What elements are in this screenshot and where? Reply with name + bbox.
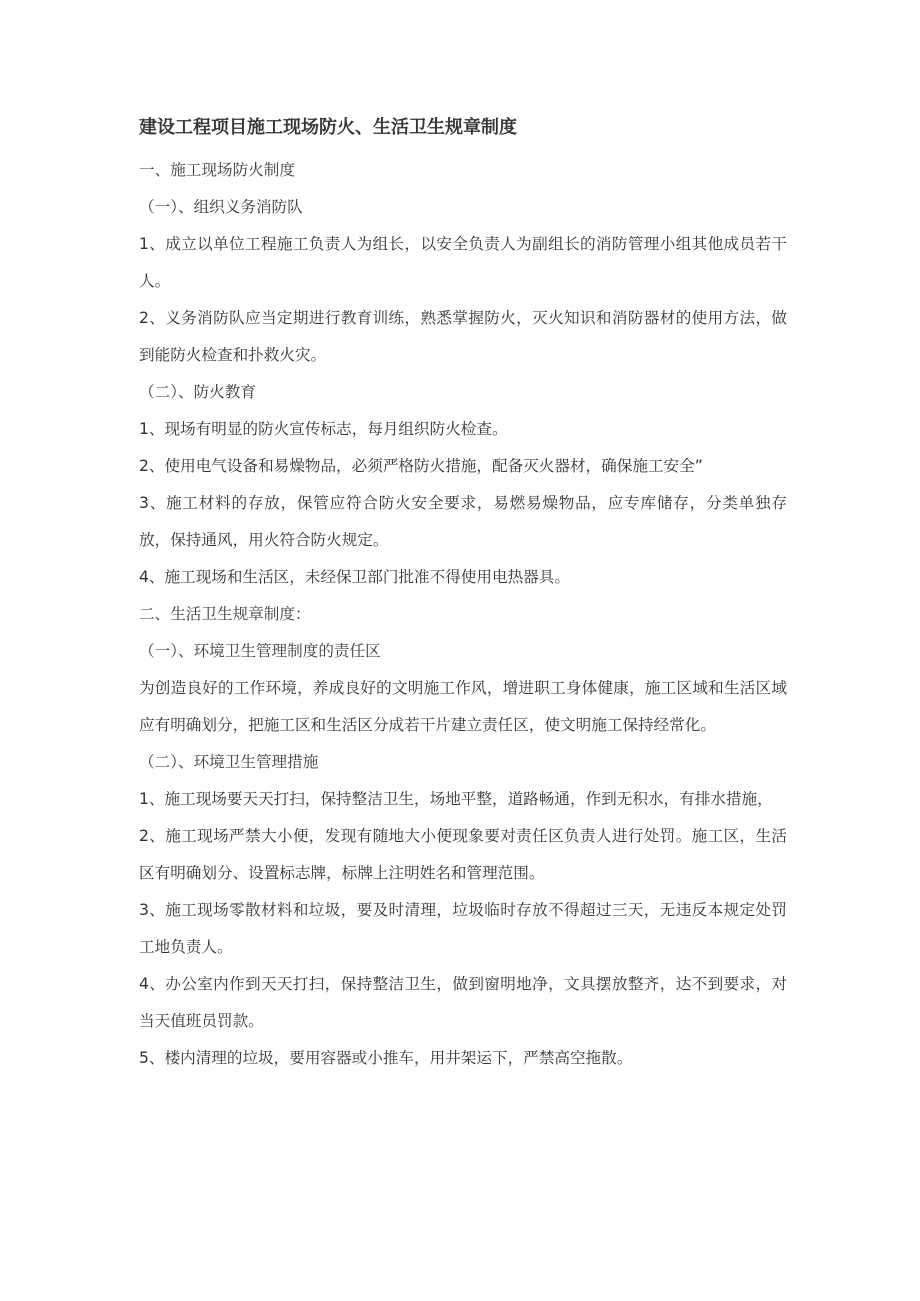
document-title: 建设工程项目施工现场防火、生活卫生规章制度 xyxy=(139,117,517,138)
section-2-sub-2-heading: （二）、环境卫生管理措施 xyxy=(139,753,319,771)
section-2-sub-1-paragraph: 为创造良好的工作环境，养成良好的文明施工作风，增进职工身体健康，施工区域和生活区域应有明确划分，把施工区和生活区分成若干片建立责任区，使文明施工保持经常化。 xyxy=(139,679,787,734)
section-1-heading: 一、施工现场防火制度 xyxy=(139,161,295,179)
section-1-sub-2-item-4: 4、施工现场和生活区，未经保卫部门批准不得使用电热器具。 xyxy=(139,568,570,586)
section-2-sub-1-heading: （一）、环境卫生管理制度的责任区 xyxy=(139,642,381,660)
section-1-sub-1-heading: （一）、组织义务消防队 xyxy=(139,198,303,216)
section-2-sub-2-item-4: 4、办公室内作到天天打扫，保持整洁卫生，做到窗明地净，文具摆放整齐，达不到要求，对当天值班员罚款。 xyxy=(139,975,787,1030)
section-2-sub-2-item-2: 2、施工现场严禁大小便，发现有随地大小便现象要对责任区负责人进行处罚。施工区，生活区有明确划分、设置标志牌，标牌上注明姓名和管理范围。 xyxy=(139,827,787,882)
section-1-sub-2-item-2: 2、使用电气设备和易燥物品，必须严格防火措施，配备灭火器材，确保施工安全” xyxy=(139,457,703,475)
section-1-sub-2-item-3: 3、施工材料的存放，保管应符合防火安全要求，易燃易燥物品，应专库储存，分类单独存放，保持通风，用火符合防火规定。 xyxy=(139,494,787,549)
section-2-heading: 二、生活卫生规章制度： xyxy=(139,605,311,623)
section-1-sub-1-item-2: 2、义务消防队应当定期进行教育训练，熟悉掌握防火，灭火知识和消防器材的使用方法，做到能防火检查和扑救火灾。 xyxy=(139,309,787,364)
document-body xyxy=(139,115,787,1077)
section-2-sub-2-item-3: 3、施工现场零散材料和垃圾，要及时清理，垃圾临时存放不得超过三天，无违反本规定处罚工地负责人。 xyxy=(139,901,787,956)
section-2-sub-2-item-5: 5、楼内清理的垃圾，要用容器或小推车，用井架运下，严禁高空拖散。 xyxy=(139,1049,633,1067)
section-1-sub-2-item-1: 1、现场有明显的防火宣传标志，每月组织防火检查。 xyxy=(139,420,508,438)
section-2-sub-2-item-1: 1、施工现场要天天打扫，保持整洁卫生，场地平整，道路畅通，作到无积水，有排水措施， xyxy=(139,790,773,808)
section-1-sub-1-item-1: 1、成立以单位工程施工负责人为组长，以安全负责人为副组长的消防管理小组其他成员若干人。 xyxy=(139,235,787,290)
section-1-sub-2-heading: （二）、防火教育 xyxy=(139,383,256,401)
